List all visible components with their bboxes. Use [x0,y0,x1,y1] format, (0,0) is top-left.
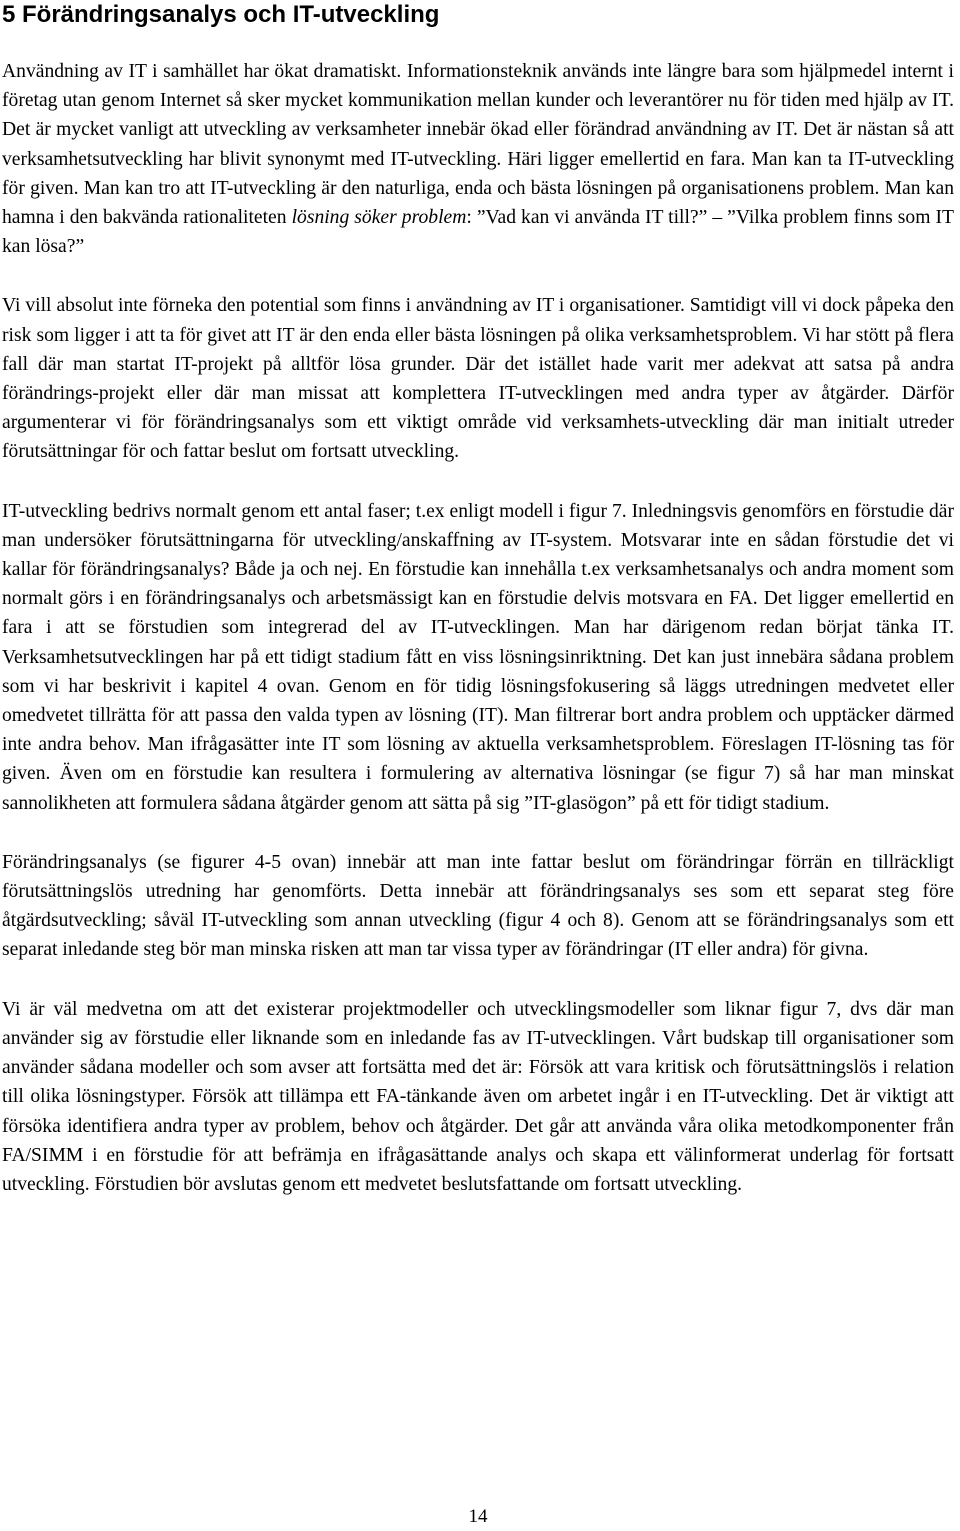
paragraph-5-text: Vi är väl medvetna om att det existerar projektmodeller och utvecklingsmodeller som liknar figur 7, dvs där man använder sig av förstudie eller liknande som en inledande fas av IT-utvecklingen. Vårt budskap till organisationer som använder sådana modeller och som avser att fortsätta med det är: Försök att vara kritisk och förutsättningslös i relation till olika lösningstyper. Försök att tillämpa ett FA-tänkande även om arbetet ingår i en IT-utveckling. Det är viktigt att försöka identifiera andra typer av problem, behov och åtgärder. Det går att använda våra olika metodkomponenter från FA/SIMM i en förstudie för att befrämja en ifrågasättande analys och skapa ett välinformerat underlag för fortsatt utveckling. Förstudien bör avslutas genom ett medvetet beslutsfattande om fortsatt utveckling. [2,998,954,1195]
paragraph-4-text: Förändringsanalys (se figurer 4-5 ovan) innebär att man inte fattar beslut om förändringar förrän en tillräckligt förutsättningslös utredning har genomförts. Detta innebär att förändringsanalys ses som ett separat steg före åtgärdsutveckling; såväl IT-utveckling som annan utveckling (figur 4 och 8). Genom att se förändringsanalys som ett separat inledande steg bör man minska risken att man tar vissa typer av förändringar (IT eller andra) för givna. [2,851,954,961]
paragraph-1-italic-phrase: lösning söker problem [291,207,467,229]
paragraph-2 [2,291,954,466]
paragraph-4 [2,848,954,965]
page-number: 14 [468,1506,488,1527]
paragraph-1 [2,57,954,261]
paragraph-5 [2,995,954,1199]
paragraph-3 [2,497,954,818]
paragraph-2-text: Vi vill absolut inte förneka den potential som finns i användning av IT i organisationer. Samtidigt vill vi dock påpeka den risk som ligger i att ta för givet att IT är den enda eller bästa lösningen på olika verksamhetsproblem. Vi har stött på flera fall där man startat IT-projekt på alltför lösa grunder. Där det istället hade varit mer adekvat att satsa på andra förändrings-projekt eller där man missat att komplettera IT-utvecklingen med andra typer av åtgärder. Därför argumenterar vi för förändringsanalys som ett viktigt område vid verksamhets-utveckling där man initialt utreder förutsättningar för och fattar beslut om fortsatt utveckling. [2,295,954,463]
paragraph-1-text-1: Användning av IT i samhället har ökat dramatiskt. Informationsteknik används inte längre bara som hjälpmedel internt i företag utan genom Internet så sker mycket kommunikation mellan kunder och leverantörer nu för tiden med hjälp av IT. Det är mycket vanligt att utveckling av verksamheter innebär ökad eller förändrad användning av IT. Det är nästan så att verksamhetsutveckling har blivit synonymt med IT-utveckling. Häri ligger emellertid en fara. Man kan ta IT-utveckling för given. Man kan tro att IT-utveckling är den naturliga, enda och bästa lösningen på organisationens problem. Man kan hamna i den bakvända rationaliteten [2,61,954,229]
paragraph-3-text: IT-utveckling bedrivs normalt genom ett antal faser; t.ex enligt modell i figur 7. Inledningsvis genomförs en förstudie där man undersöker förutsättningarna för utveckling/anskaffning av IT-system. Motsvarar inte en sådan förstudie det vi kallar för förändringsanalys? Både ja och nej. En förstudie kan innehålla t.ex verksamhetsanalys och andra moment som normalt görs i en förändringsanalys och arbetsmässigt kan en förstudie delvis motsvara en FA. Det ligger emellertid en fara i att se förstudien som integrerad del av IT-utvecklingen. Man har därigenom redan börjat tänka IT. Verksamhetsutvecklingen har på ett tidigt stadium fått en viss lösningsinriktning. Det kan just innebära sådana problem som vi har beskrivit i kapitel 4 ovan. Genom en för tidig lösningsfokusering så läggs utredningen medvetet eller omedvetet tillrätta för att passa den valda typen av lösning (IT). Man filtrerar bort andra problem och upptäcker därmed inte andra behov. Man ifrågasätter inte IT som lösning av aktuella verksamhetsproblem. Föreslagen IT-lösning tas för given. Även om en förstudie kan resultera i formulering av alternativa lösningar (se figur 7) så har man minskat sannolikheten att formulera sådana åtgärder genom att sätta på sig ”IT-glasögon” på ett för tidigt stadium. [2,500,954,814]
section-heading: 5 Förändringsanalys och IT-utveckling [2,1,440,28]
body-text [2,57,954,1229]
paragraph-1-text-2: : ”Vad kan vi använda IT till?” – ”Vilka problem finns som IT kan lösa?” [2,207,954,258]
